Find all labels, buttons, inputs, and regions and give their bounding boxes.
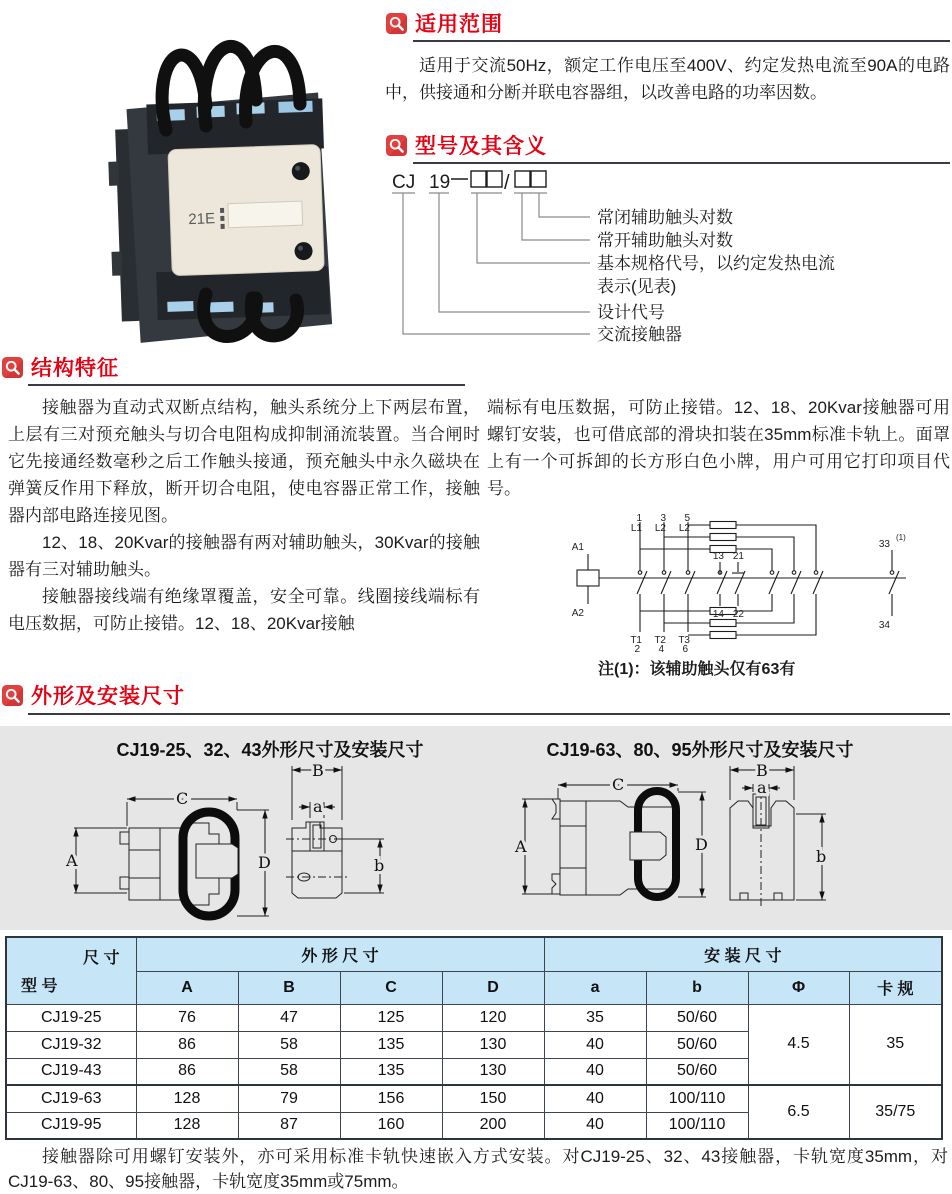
- cell-A: 128: [136, 1112, 238, 1139]
- model-design-code: 19: [429, 172, 451, 193]
- magnifier-icon: [386, 13, 407, 34]
- model-label-design: 设计代号: [597, 303, 665, 322]
- cell-model: CJ19-95: [6, 1112, 136, 1139]
- cell-C: 135: [340, 1058, 442, 1085]
- dim-label-a-lower: a: [313, 797, 323, 816]
- model-section-header: [386, 130, 547, 160]
- circuit-label: A2: [571, 608, 584, 619]
- photo-model-label: 21E: [188, 210, 216, 229]
- magnifier-icon: [386, 135, 407, 156]
- model-label-spec2: 表示(见表): [597, 277, 677, 296]
- col-header-A: A: [136, 971, 238, 1004]
- circuit-label: T3: [678, 635, 690, 646]
- col-header-a: a: [544, 971, 646, 1004]
- drawing-left-title: CJ19-25、32、43外形尺寸及安装尺寸: [116, 740, 424, 760]
- model-connector-lines: [392, 193, 590, 334]
- product-photo: [70, 8, 370, 356]
- mounting-footnote: 接触器除可用螺钉安装外，亦可采用标准卡轨快速嵌入方式安装。对CJ19-25、32、43接触器，卡轨宽度35mm，对CJ19-63、80、95接触器，卡轨宽度35mm或75mm。: [8, 1147, 948, 1191]
- cell-D: 130: [442, 1058, 544, 1085]
- cell-gauge-merged: 35/75: [849, 1085, 942, 1139]
- cell-b: 50/60: [646, 1004, 748, 1031]
- cell-B: 87: [238, 1112, 340, 1139]
- circuit-label: L1: [630, 523, 642, 534]
- dim-label-b-upper: B: [312, 761, 324, 780]
- structure-paragraph: 接触器为直动式双断点结构，触头系统分上下两层布置，上层有三对预充触头与切合电阻构成抑制涌流装置。当合闸时它先接通经数毫秒之后工作触头接通，预充触头中永久磁块在弹簧反作用下释放，断开切合电阻，使电容器正常工作，接触器内部电路连接见图。: [8, 398, 480, 525]
- dim-label-a-lower: a: [757, 778, 767, 797]
- cell-A: 86: [136, 1031, 238, 1058]
- cell-a: 40: [544, 1058, 646, 1085]
- dim-label-b-lower: b: [816, 847, 827, 866]
- circuit-label: T1: [630, 635, 642, 646]
- dim-label-c: C: [612, 775, 625, 794]
- cell-C: 135: [340, 1031, 442, 1058]
- cell-b: 100/110: [646, 1112, 748, 1139]
- circuit-label: 14: [712, 609, 724, 620]
- col-header-gauge: 卡 规: [849, 971, 942, 1004]
- circuit-label: 13: [712, 551, 724, 562]
- cell-A: 76: [136, 1004, 238, 1031]
- circuit-label: 21: [732, 551, 744, 562]
- cell-D: 120: [442, 1004, 544, 1031]
- circuit-label: A1: [571, 542, 584, 553]
- structure-paragraph: 接触器接线端有绝缘罩覆盖，安全可靠。线圈接线端标有电压数据，可防止接错。12、18、20Kvar接触: [8, 587, 480, 633]
- circuit-label: 1: [636, 513, 642, 524]
- header-outline-dims: 外 形 尺 寸: [136, 937, 544, 971]
- cell-a: 40: [544, 1085, 646, 1112]
- dim-label-b-upper: B: [756, 761, 768, 780]
- cell-phi-merged: 4.5: [748, 1004, 849, 1085]
- cell-a: 40: [544, 1112, 646, 1139]
- cell-phi-merged: 6.5: [748, 1085, 849, 1139]
- cell-model: CJ19-25: [6, 1004, 136, 1031]
- col-header-C: C: [340, 971, 442, 1004]
- cell-model: CJ19-32: [6, 1031, 136, 1058]
- dim-label-b-lower: b: [374, 856, 385, 875]
- drawing-cj19-63-80-95: [482, 756, 942, 926]
- col-header-D: D: [442, 971, 544, 1004]
- circuit-label: 5: [684, 513, 690, 524]
- cell-D: 150: [442, 1085, 544, 1112]
- structure-title: 结构特征: [31, 357, 119, 380]
- drawing-cj19-25-32-43: [30, 756, 470, 926]
- cell-b: 50/60: [646, 1058, 748, 1085]
- cell-a: 35: [544, 1004, 646, 1031]
- cell-C: 125: [340, 1004, 442, 1031]
- table-row: [6, 1085, 942, 1112]
- internal-circuit-diagram: [562, 512, 952, 654]
- model-label-type: 交流接触器: [597, 325, 682, 344]
- dimensions-section-header: [2, 680, 185, 710]
- structure-paragraph: 12、18、20Kvar的接触器有两对辅助触头，30Kvar的接触器有三对辅助触头。: [8, 533, 480, 579]
- model-series: CJ: [392, 172, 416, 193]
- cell-gauge-merged: 35: [849, 1004, 942, 1085]
- dim-label-a-upper: A: [515, 837, 527, 856]
- cell-D: 130: [442, 1031, 544, 1058]
- magnifier-icon: [2, 357, 23, 378]
- cell-B: 58: [238, 1031, 340, 1058]
- scope-underline: [413, 40, 950, 42]
- structure-left-column: [8, 394, 480, 637]
- cell-D: 200: [442, 1112, 544, 1139]
- scope-body: 适用于交流50Hz，额定工作电压至400V、约定发热电流至90A的电路中，供接通和分断并联电容器组，以改善电路的功率因数。: [385, 56, 950, 102]
- circuit-label: T2: [654, 635, 666, 646]
- structure-underline: [28, 384, 465, 386]
- model-box: [515, 171, 530, 187]
- cell-C: 156: [340, 1085, 442, 1112]
- dimensions-underline: [28, 713, 950, 715]
- magnifier-icon: [2, 685, 23, 706]
- model-underline: [413, 162, 950, 164]
- drawing-right-title: CJ19-63、80、95外形尺寸及安装尺寸: [546, 740, 854, 760]
- col-header-b: b: [646, 971, 748, 1004]
- dimension-table: [5, 936, 943, 1140]
- model-title: 型号及其含义: [415, 135, 547, 158]
- scope-title: 适用范围: [415, 13, 503, 36]
- circuit-label: 2: [634, 644, 640, 654]
- cell-B: 79: [238, 1085, 340, 1112]
- dim-label-a-upper: A: [66, 851, 78, 870]
- dim-label-c: C: [176, 789, 189, 808]
- cell-a: 40: [544, 1031, 646, 1058]
- dim-label-d: D: [258, 853, 271, 872]
- model-box: [487, 171, 502, 187]
- table-corner-cell: [6, 937, 136, 1004]
- cell-model: CJ19-43: [6, 1058, 136, 1085]
- circuit-note-marker: (1): [896, 533, 906, 542]
- model-label-no: 常开辅助触头对数: [597, 231, 733, 250]
- model-code-diagram: [385, 166, 952, 358]
- table-row: [6, 1004, 942, 1031]
- circuit-label: L2: [654, 523, 666, 534]
- corner-label-size: 尺 寸: [83, 950, 120, 967]
- circuit-label: 22: [732, 609, 744, 620]
- scope-section-header: [386, 8, 503, 38]
- cell-B: 58: [238, 1058, 340, 1085]
- cell-B: 47: [238, 1004, 340, 1031]
- circuit-label: 6: [682, 644, 688, 654]
- cell-model: CJ19-63: [6, 1085, 136, 1112]
- model-box: [471, 171, 486, 187]
- dim-label-d: D: [695, 835, 708, 854]
- circuit-label: 4: [658, 644, 664, 654]
- header-mount-dims: 安 装 尺 寸: [544, 937, 942, 971]
- circuit-label: 33: [878, 539, 890, 550]
- structure-paragraph: 端标有电压数据，可防止接错。12、18、20Kvar接触器可用螺钉安装，也可借底部的滑块扣装在35mm标准卡轨上。面罩上有一个可拆卸的长方形白色小牌，用户可用它打印项目代号。: [487, 398, 950, 498]
- cell-A: 86: [136, 1058, 238, 1085]
- model-box: [531, 171, 546, 187]
- dimensions-title: 外形及安装尺寸: [31, 685, 185, 708]
- col-header-phi: Φ: [748, 971, 849, 1004]
- col-header-B: B: [238, 971, 340, 1004]
- cell-A: 128: [136, 1085, 238, 1112]
- circuit-label: L2: [678, 523, 690, 534]
- structure-section-header: [2, 352, 119, 382]
- model-label-spec1: 基本规格代号，以约定发热电流: [597, 254, 835, 273]
- circuit-label: 3: [660, 513, 666, 524]
- model-label-nc: 常闭辅助触头对数: [597, 208, 733, 227]
- cell-b: 50/60: [646, 1031, 748, 1058]
- circuit-note: 注(1)：该辅助触头仅有63有: [598, 661, 796, 678]
- model-slash: /: [504, 172, 510, 194]
- corner-label-model: 型 号: [21, 977, 58, 995]
- cell-C: 160: [340, 1112, 442, 1139]
- cell-b: 100/110: [646, 1085, 748, 1112]
- structure-right-column: [487, 394, 950, 502]
- circuit-label: 34: [878, 620, 890, 631]
